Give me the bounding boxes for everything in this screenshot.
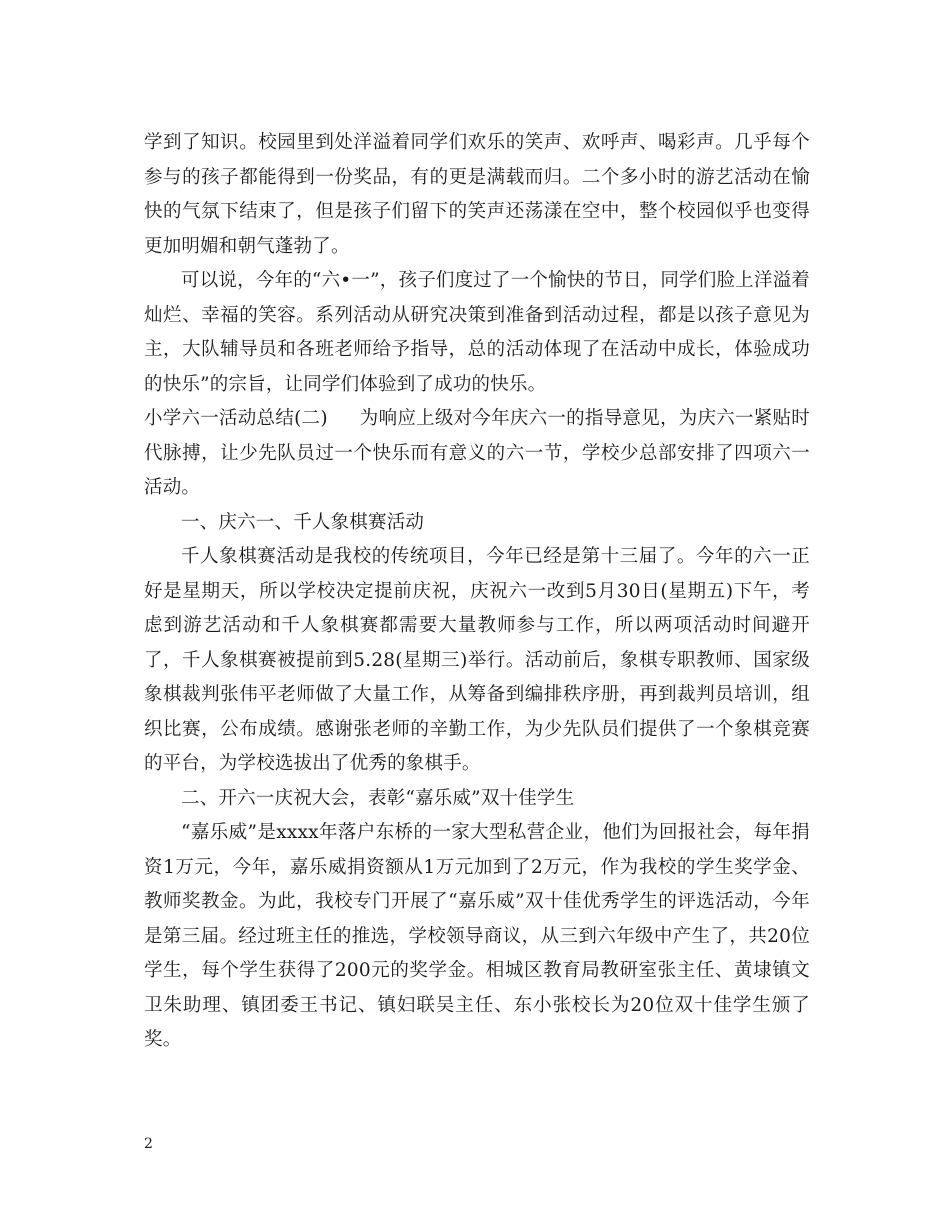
paragraph-celebration: “嘉乐威”是xxxx年落户东桥的一家大型私营企业，他们为回报社会，每年捐资1万元，今年，嘉乐威捐资额从1万元加到了2万元，作为我校的学生奖学金、教师奖教金。为此，我校专门开展了“嘉乐威”双十佳优秀学生的评选活动，今年是第三届。经过班主任的推选，学校领导商议，从三到六年级中产生了，共20位学生，每个学生获得了200元的奖学金。相城区教育局教研室张主任、黄埭镇文卫朱助理、镇团委王书记、镇妇联吴主任、东小张校长为20位双十佳学生颁了奖。 — [144, 822, 810, 1050]
paragraph-chess: 千人象棋赛活动是我校的传统项目，今年已经是第十三届了。今年的六一正好是星期天，所以学校决定提前庆祝，庆祝六一改到5月30日(星期五)下午，考虑到游艺活动和千人象棋赛都需要大量教师参与工作，所以两项活动时间避开了，千人象棋赛被提前到5.28(星期三)举行。活动前后，象棋专职教师、国家级象棋裁判张伟平老师做了大量工作，从筹备到编排秩序册，再到裁判员培训，组织比赛，公布成绩。感谢张老师的辛勤工作，为少先队员们提供了一个象棋竞赛的平台，为学校选拔出了优秀的象棋手。 — [144, 546, 810, 774]
section-heading: 小学六一活动总结(二) — [144, 408, 328, 429]
document-body — [144, 126, 810, 1058]
page-number: 2 — [144, 1136, 153, 1152]
paragraph-summary: 可以说，今年的“六•一”，孩子们度过了一个愉快的节日，同学们脸上洋溢着灿烂、幸福的笑容。系列活动从研究决策到准备到活动过程，都是以孩子意见为主，大队辅导员和各班老师给予指导，总的活动体现了在活动中成长，体验成功的快乐”的宗旨，让同学们体验到了成功的快乐。 — [144, 270, 810, 395]
section-intro-text: 为响应上级对今年庆六一的指导意见，为庆六一紧贴时代脉搏，让少先队员过一个快乐而有意义的六一节，学校少总部安排了四项六一活动。 — [144, 408, 810, 498]
subheading-celebration: 二、开六一庆祝大会，表彰“嘉乐威”双十佳学生 — [181, 787, 575, 809]
subheading-chess: 一、庆六一、千人象棋赛活动 — [181, 511, 425, 533]
section-two-intro — [144, 402, 810, 506]
paragraph-continuation: 学到了知识。校园里到处洋溢着同学们欢乐的笑声、欢呼声、喝彩声。几乎每个参与的孩子都能得到一份奖品，有的更是满载而归。二个多小时的游艺活动在愉快的气氛下结束了，但是孩子们留下的笑声还荡漾在空中，整个校园似乎也变得更加明媚和朝气蓬勃了。 — [144, 132, 810, 257]
